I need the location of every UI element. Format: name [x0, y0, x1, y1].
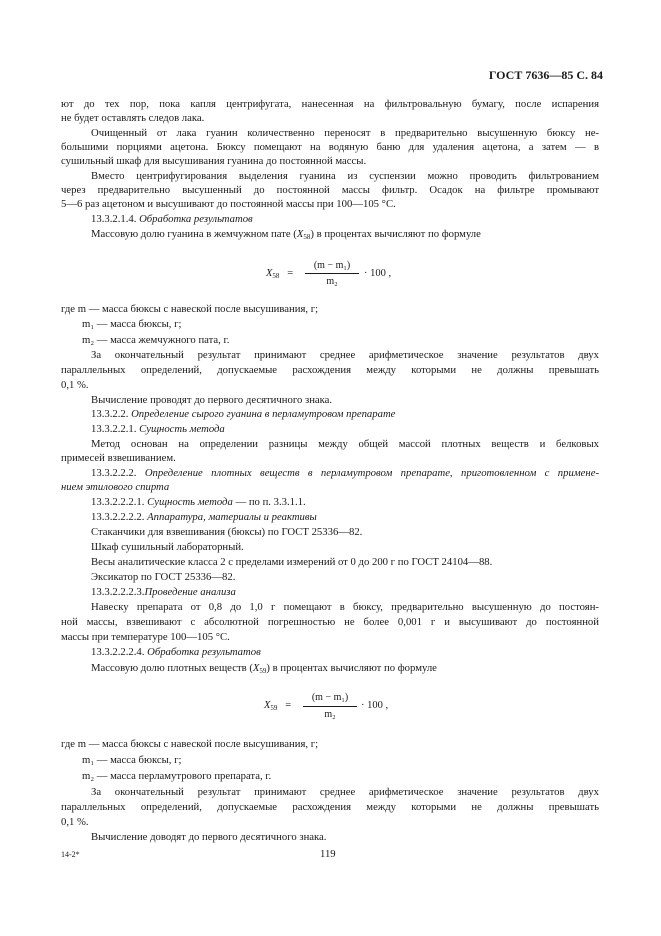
where-line: где m — масса бюксы с навеской после высушивания, г;: [61, 738, 319, 750]
text-line: ной массы, взвешивают с абсолютной погрешностью не более 0,001 г и высушивают до постоянной: [61, 616, 599, 628]
text-line: Вместо центрифугирования выделения гуанина из суспензии можно проводить фильтрованием: [91, 170, 599, 182]
text-line: Очищенный от лака гуанин количественно переносят в предварительно высушенную бюксу не-: [91, 127, 599, 139]
fraction-bar: [305, 273, 359, 274]
footer-code: 14-2*: [61, 850, 80, 859]
section-heading: 13.3.2.2.2.3.Проведение анализа: [91, 586, 236, 598]
text-line: примесей взвешиванием.: [61, 452, 176, 464]
text-line: Эксикатор по ГОСТ 25336—82.: [91, 571, 236, 583]
text-line: Весы аналитические класса 2 с пределами измерений от 0 до 200 г по ГОСТ 24104—88.: [91, 556, 493, 568]
section-heading: 13.3.2.2.1. Сущность метода: [91, 423, 225, 435]
text-line: Массовую долю плотных веществ $(X_{59})$ в процентах вычисляют по формуле: [91, 662, 437, 675]
text-line: через предварительно высушенный до постоянной массы фильтр. Осадок на фильтре промывают: [61, 184, 599, 196]
section-heading: 13.3.2.2.2. Определение плотных веществ в перламутровом препарате, приготовленном с примене-: [91, 467, 600, 479]
text-line: Вычисление доводят до первого десятичного знака.: [91, 831, 327, 843]
page-number: 119: [320, 848, 336, 860]
text-line: параллельных определений, допускаемые расхождения между которыми не должны превышать: [61, 364, 599, 376]
text-part: ) в процентах вычисляют по формуле: [310, 228, 481, 240]
formula-numerator: (m − m₁): [311, 692, 349, 703]
section-heading: нием этилового спирта: [61, 481, 170, 493]
text-line: Навеску препарата от 0,8 до 1,0 г помещают в бюксу, предварительно высушенную до постоян-: [91, 601, 599, 613]
text-line: Массовую долю гуанина в жемчужном пате $(X_{58})$ в процентах вычисляют по формуле: [91, 228, 481, 241]
section-heading: 13.3.2.2.2.4. Обработка результатов: [91, 646, 261, 658]
formula-lhs: $X_{58}$ =: [266, 268, 294, 280]
section-heading: 13.3.2.2. Определение сырого гуанина в перламутровом препарате: [91, 408, 396, 420]
text-line: массы при температуре 100—105 °С.: [61, 631, 230, 643]
text-line: 0,1 %.: [61, 379, 89, 391]
where-line: где m — масса бюксы с навеской после высушивания, г;: [61, 303, 319, 315]
formula-rest: · 100 ,: [364, 268, 392, 279]
section-title: Обработка результатов: [139, 213, 253, 225]
text-line: не будет оставлять следов лака.: [61, 112, 205, 124]
text-line: 5—6 раз ацетоном и высушивают до постоянной массы при 100—105 °С.: [61, 198, 396, 210]
formula-rest: · 100 ,: [361, 700, 389, 711]
text-line: Вычисление проводят до первого десятичного знака.: [91, 394, 333, 406]
text-line: параллельных определений, допускаемые расхождения между которыми не должны превышать: [61, 801, 599, 813]
text-line: ют до тех пор, пока капля центрифугата, нанесенная на фильтровальную бумагу, после испарения: [61, 98, 599, 110]
section-number: 13.3.2.1.4.: [91, 213, 137, 225]
formula-denominator: m₂: [326, 276, 338, 287]
text-line: За окончательный результат принимают среднее арифметическое значение результатов двух: [91, 786, 599, 798]
section-heading: 13.3.2.2.2.1. Сущность метода — по п. 3.3.1.1.: [91, 496, 306, 508]
text-line: большими порциями ацетона. Бюксу помещают на водяную баню для удаления ацетона, а затем — в: [61, 141, 599, 153]
page-header: ГОСТ 7636—85 С. 84: [488, 68, 603, 82]
section-heading: 13.3.2.2.2.2. Аппаратура, материалы и реактивы: [91, 511, 317, 523]
where-line: m₂ — масса перламутрового препарата, г.: [82, 770, 272, 782]
fraction-bar: [303, 706, 357, 707]
where-line: m₁ — масса бюксы, г;: [82, 318, 182, 330]
text-line: сушильный шкаф для высушивания гуанина до постоянной массы.: [61, 155, 367, 167]
where-line: m₁ — масса бюксы, г;: [82, 754, 182, 766]
text-line: 0,1 %.: [61, 816, 89, 828]
formula-numerator: (m − m₁): [313, 260, 351, 271]
text-line: Метод основан на определении разницы между общей массой плотных веществ и белковых: [91, 438, 599, 450]
text-part: Массовую долю гуанина в жемчужном пате (: [91, 228, 297, 240]
text-line: Шкаф сушильный лабораторный.: [91, 541, 244, 553]
where-line: m₂ — масса жемчужного пата, г.: [82, 334, 230, 346]
section-heading: [61, 213, 599, 226]
text-line: За окончательный результат принимают среднее арифметическое значение результатов двух: [91, 349, 599, 361]
formula-lhs: $X_{59}$ =: [264, 700, 292, 712]
formula-denominator: m₂: [324, 709, 336, 720]
text-line: Стаканчики для взвешивания (бюксы) по ГОСТ 25336—82.: [91, 526, 363, 538]
